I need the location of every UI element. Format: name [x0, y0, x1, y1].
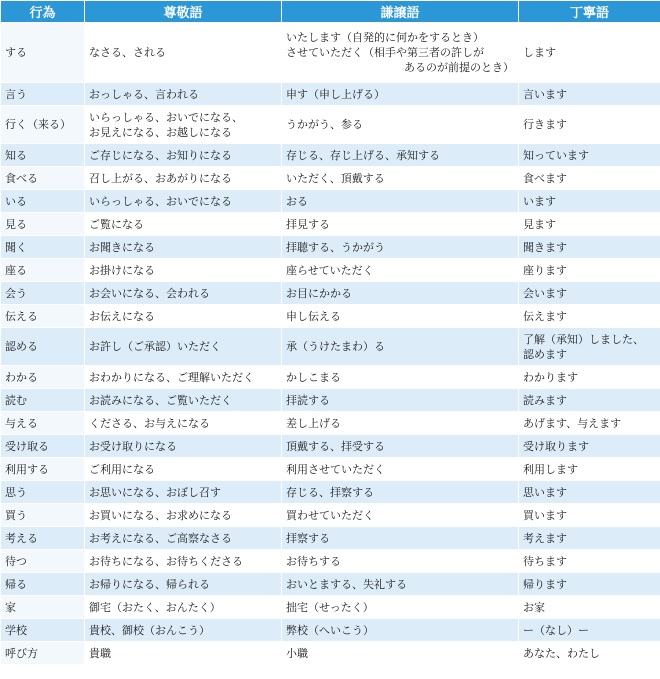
table-row [1, 144, 660, 167]
table-row [1, 619, 660, 642]
table-row [1, 236, 660, 259]
cell-kenjougo [282, 458, 519, 481]
cell-kenjougo [282, 596, 519, 619]
cell-sonkeigo [85, 619, 282, 642]
cell-line: 申す（申し上げる） [286, 87, 385, 101]
cell-line: 知っています [523, 148, 589, 162]
cell-line: 買います [523, 508, 567, 522]
cell-sonkeigo [85, 642, 282, 665]
cell-teineigo [519, 573, 660, 596]
table-row [1, 23, 660, 83]
table-row [1, 458, 660, 481]
header-teineigo: 丁寧語 [519, 1, 660, 23]
cell-line: 会います [523, 286, 567, 300]
cell-line: います [523, 194, 556, 208]
table-row [1, 328, 660, 366]
cell-kenjougo [282, 83, 519, 106]
cell-act: いる [1, 190, 85, 213]
header-act: 行為 [1, 1, 85, 23]
cell-line: 座らせていただく [286, 263, 374, 277]
cell-line: なさる、される [89, 46, 166, 59]
table-row [1, 106, 660, 144]
cell-line: お待ちする [286, 554, 341, 568]
cell-line: あげます、与えます [523, 416, 622, 430]
cell-sonkeigo [85, 190, 282, 213]
cell-sonkeigo [85, 106, 282, 144]
cell-teineigo [519, 236, 660, 259]
cell-line: 聞きます [523, 240, 567, 254]
cell-teineigo [519, 328, 660, 366]
cell-line: 御宅（おたく、おんたく） [89, 600, 221, 614]
table-row [1, 167, 660, 190]
cell-teineigo [519, 504, 660, 527]
cell-act: 呼び方 [1, 642, 85, 665]
table-row [1, 642, 660, 665]
cell-line: 帰ります [523, 577, 567, 591]
cell-act: 帰る [1, 573, 85, 596]
cell-line: おる [286, 194, 308, 208]
cell-act: 利用する [1, 458, 85, 481]
cell-line: 座ります [523, 263, 567, 277]
cell-sonkeigo [85, 573, 282, 596]
cell-teineigo [519, 642, 660, 665]
cell-sonkeigo [85, 596, 282, 619]
cell-teineigo [519, 435, 660, 458]
cell-line: 拝読する [286, 393, 330, 407]
cell-teineigo [519, 144, 660, 167]
cell-act: 読む [1, 389, 85, 412]
cell-line: かしこまる [286, 370, 341, 384]
cell-teineigo [519, 83, 660, 106]
cell-line: させていただく（相手や第三者の許しが [286, 46, 484, 59]
cell-line: お掛けになる [89, 263, 155, 277]
cell-line: あるのが前提のとき） [404, 61, 514, 74]
cell-kenjougo [282, 305, 519, 328]
cell-act: 食べる [1, 167, 85, 190]
cell-teineigo [519, 481, 660, 504]
header-row [1, 1, 660, 23]
cell-line: おいとまする、失礼する [286, 577, 407, 591]
cell-teineigo [519, 305, 660, 328]
cell-line: 見ます [523, 217, 556, 231]
cell-line: 弊校（へいこう） [286, 623, 374, 637]
cell-kenjougo [282, 144, 519, 167]
cell-line: 利用させていただく [286, 462, 385, 476]
cell-act: 聞く [1, 236, 85, 259]
cell-act: 座る [1, 259, 85, 282]
cell-line: 頂戴する、拝受する [286, 439, 385, 453]
cell-line: お買いになる、お求めになる [89, 508, 232, 522]
table-row [1, 259, 660, 282]
cell-kenjougo [282, 412, 519, 435]
cell-act: 伝える [1, 305, 85, 328]
cell-kenjougo [282, 642, 519, 665]
cell-kenjougo [282, 23, 519, 83]
cell-line: 召し上がる、おあがりになる [89, 171, 232, 185]
cell-line: 読みます [523, 393, 567, 407]
cell-line: いたします（自発的に何かをするとき） [286, 31, 484, 44]
cell-line: 認めます [523, 347, 567, 361]
cell-teineigo [519, 412, 660, 435]
cell-act: 受け取る [1, 435, 85, 458]
cell-line: あなた、わたし [523, 646, 600, 660]
cell-line: お許し（ご承認）いただく [89, 340, 221, 353]
cell-kenjougo [282, 481, 519, 504]
cell-line: ー（なし）ー [523, 623, 589, 637]
cell-kenjougo [282, 282, 519, 305]
cell-teineigo [519, 167, 660, 190]
cell-sonkeigo [85, 167, 282, 190]
cell-sonkeigo [85, 366, 282, 389]
cell-kenjougo [282, 389, 519, 412]
cell-kenjougo [282, 328, 519, 366]
cell-line: いらっしゃる、おいでになる [89, 194, 232, 208]
cell-kenjougo [282, 106, 519, 144]
cell-act: 会う [1, 282, 85, 305]
table-row [1, 190, 660, 213]
header-sonkeigo: 尊敬語 [85, 1, 282, 23]
cell-act: 待つ [1, 550, 85, 573]
cell-teineigo [519, 366, 660, 389]
cell-sonkeigo [85, 412, 282, 435]
cell-line: お待ちになる、お待ちくださる [89, 554, 243, 568]
cell-teineigo [519, 23, 660, 83]
cell-kenjougo [282, 259, 519, 282]
cell-line: 存じる、拝察する [286, 485, 374, 499]
cell-line: いらっしゃる、おいでになる、 [89, 110, 243, 124]
cell-line: 承（うけたまわ）る [286, 340, 385, 353]
cell-line: 利用します [523, 462, 578, 476]
table-row [1, 504, 660, 527]
cell-line: お受け取りになる [89, 439, 177, 453]
cell-line: おっしゃる、言われる [89, 87, 199, 101]
cell-line: 考えます [523, 531, 567, 545]
cell-act: 家 [1, 596, 85, 619]
cell-line: お聞きになる [89, 240, 155, 254]
cell-sonkeigo [85, 305, 282, 328]
cell-kenjougo [282, 213, 519, 236]
table-row [1, 366, 660, 389]
cell-teineigo [519, 619, 660, 642]
table-row [1, 481, 660, 504]
cell-act: 与える [1, 412, 85, 435]
cell-line: 拝察する [286, 531, 330, 545]
cell-line: お会いになる、会われる [89, 286, 210, 300]
cell-sonkeigo [85, 504, 282, 527]
cell-line: お考えになる、ご高察なさる [89, 531, 232, 545]
cell-sonkeigo [85, 458, 282, 481]
cell-act: 言う [1, 83, 85, 106]
cell-line: 差し上げる [286, 416, 341, 430]
cell-line: 言います [523, 87, 567, 101]
table-row [1, 389, 660, 412]
cell-teineigo [519, 550, 660, 573]
cell-kenjougo [282, 550, 519, 573]
cell-sonkeigo [85, 236, 282, 259]
table-row [1, 435, 660, 458]
cell-sonkeigo [85, 550, 282, 573]
cell-line: 思います [523, 485, 567, 499]
cell-teineigo [519, 259, 660, 282]
table-row [1, 573, 660, 596]
cell-line: します [523, 46, 556, 59]
cell-line: お読みになる、ご覧いただく [89, 393, 232, 407]
cell-line: 申し伝える [286, 309, 341, 323]
cell-teineigo [519, 596, 660, 619]
cell-act: 思う [1, 481, 85, 504]
cell-sonkeigo [85, 259, 282, 282]
cell-line: 拝聴する、うかがう [286, 240, 385, 254]
cell-sonkeigo [85, 435, 282, 458]
table-row [1, 282, 660, 305]
table-row [1, 305, 660, 328]
cell-sonkeigo [85, 144, 282, 167]
cell-line: 存じる、存じ上げる、承知する [286, 148, 440, 162]
cell-teineigo [519, 106, 660, 144]
cell-act: 学校 [1, 619, 85, 642]
table-row [1, 550, 660, 573]
cell-line: 拙宅（せったく） [286, 600, 374, 614]
cell-line: 貴職 [89, 646, 111, 660]
cell-line: 買わせていただく [286, 508, 374, 522]
cell-line: わかります [523, 370, 578, 384]
table-row [1, 596, 660, 619]
cell-line: お伝えになる [89, 309, 155, 323]
cell-teineigo [519, 458, 660, 481]
cell-act: 見る [1, 213, 85, 236]
cell-act: 認める [1, 328, 85, 366]
cell-kenjougo [282, 527, 519, 550]
table-body [1, 23, 660, 665]
cell-sonkeigo [85, 213, 282, 236]
cell-line: 行きます [523, 118, 567, 131]
cell-line: 了解（承知）しました、 [523, 332, 644, 346]
header-kenjougo: 謙譲語 [282, 1, 519, 23]
cell-line: お思いになる、おぼし召す [89, 485, 221, 499]
cell-teineigo [519, 213, 660, 236]
cell-line: お帰りになる、帰られる [89, 577, 210, 591]
cell-teineigo [519, 190, 660, 213]
cell-kenjougo [282, 366, 519, 389]
cell-kenjougo [282, 573, 519, 596]
cell-line: ご利用になる [89, 462, 155, 476]
table-row [1, 527, 660, 550]
cell-kenjougo [282, 167, 519, 190]
cell-line: 拝見する [286, 217, 330, 231]
cell-line: 貴校、御校（おんこう） [89, 623, 210, 637]
cell-line: うかがう、参る [286, 118, 363, 131]
table-row [1, 83, 660, 106]
cell-line: 小職 [286, 646, 308, 660]
table-row [1, 213, 660, 236]
cell-line: お見えになる、お越しになる [89, 125, 232, 139]
cell-sonkeigo [85, 282, 282, 305]
cell-line: 食べます [523, 171, 567, 185]
cell-act: 行く（来る） [1, 106, 85, 144]
cell-line: 伝えます [523, 309, 567, 323]
cell-line: くださる、お与えになる [89, 416, 210, 430]
cell-teineigo [519, 282, 660, 305]
cell-sonkeigo [85, 328, 282, 366]
cell-teineigo [519, 527, 660, 550]
cell-line: 待ちます [523, 554, 567, 568]
cell-line: ご存じになる、お知りになる [89, 148, 232, 162]
cell-teineigo [519, 389, 660, 412]
cell-act: する [1, 23, 85, 83]
cell-line: 受け取ります [523, 439, 589, 453]
cell-act: 買う [1, 504, 85, 527]
cell-kenjougo [282, 504, 519, 527]
cell-kenjougo [282, 236, 519, 259]
cell-kenjougo [282, 190, 519, 213]
cell-act: 知る [1, 144, 85, 167]
cell-kenjougo [282, 619, 519, 642]
cell-sonkeigo [85, 481, 282, 504]
cell-sonkeigo [85, 527, 282, 550]
cell-sonkeigo [85, 83, 282, 106]
cell-sonkeigo [85, 23, 282, 83]
table-row [1, 412, 660, 435]
cell-line: ご覧になる [89, 217, 144, 231]
cell-line: いただく、頂戴する [286, 171, 385, 185]
cell-kenjougo [282, 435, 519, 458]
cell-sonkeigo [85, 389, 282, 412]
cell-line: お家 [523, 600, 545, 614]
cell-line: おわかりになる、ご理解いただく [89, 370, 254, 384]
cell-act: わかる [1, 366, 85, 389]
cell-line: お目にかかる [286, 286, 352, 300]
cell-act: 考える [1, 527, 85, 550]
